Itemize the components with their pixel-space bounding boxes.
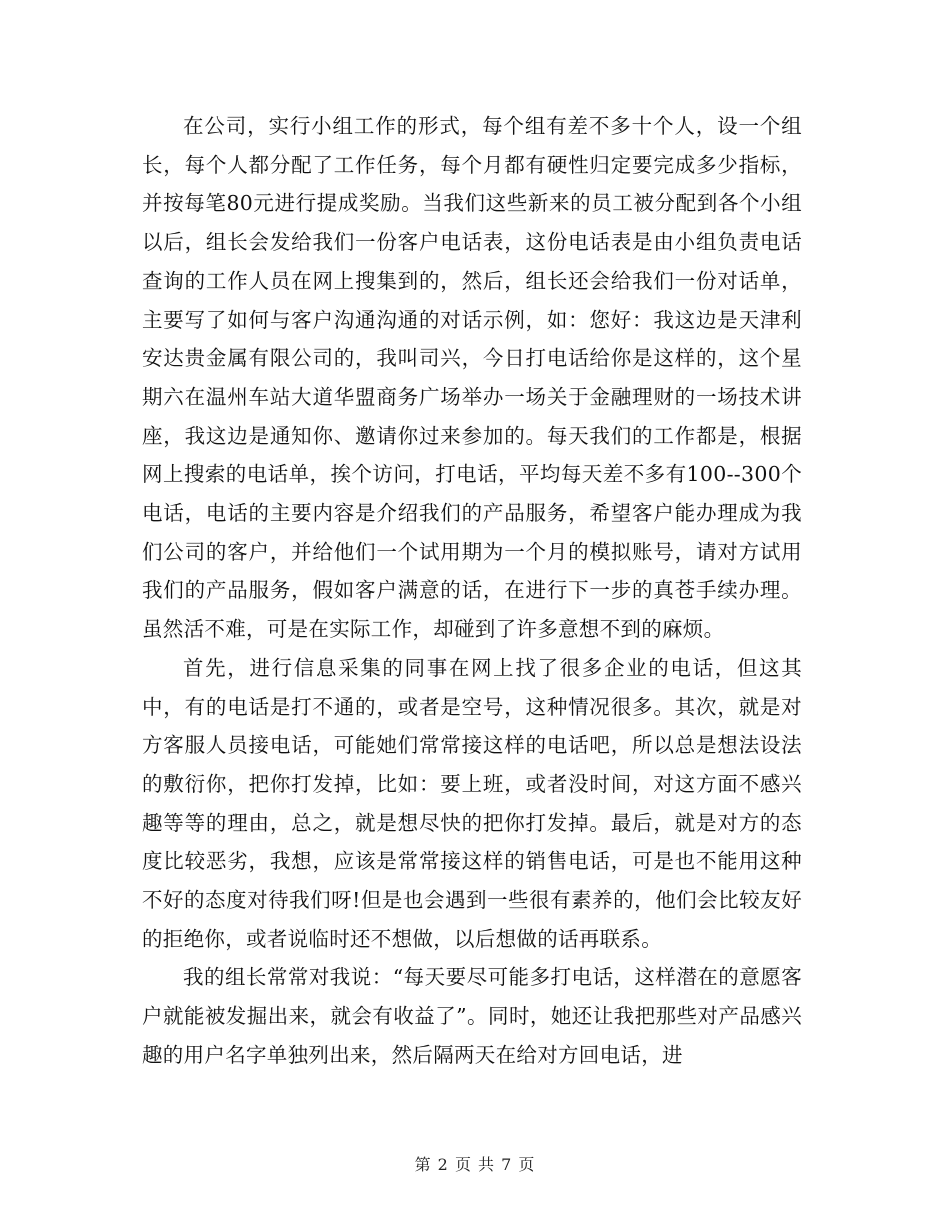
paragraph-2: 首先，进行信息采集的同事在网上找了很多企业的电话，但这其中，有的电话是打不通的，或者是空号，这种情况很多。其次，就是对方客服人员接电话，可能她们常常接这样的电话吧，所以总是想法设法的敷衍你，把你打发掉，比如：要上班，或者没时间，对这方面不感兴趣等等的理由，总之，就是想尽快的把你打发掉。最后，就是对方的态度比较恶劣，我想，应该是常常接这样的销售电话，可是也不能用这种不好的态度对待我们呀!但是也会遇到一些很有素养的，他们会比较友好的拒绝你，或者说临时还不想做，以后想做的话再联系。 — [142, 655, 802, 951]
document-body — [142, 107, 802, 1075]
page-number-footer: 第 2 页 共 7 页 — [414, 1155, 536, 1174]
paragraph-1: 在公司，实行小组工作的形式，每个组有差不多十个人，设一个组长，每个人都分配了工作任务，每个月都有硬性归定要完成多少指标，并按每笔80元进行提成奖励。当我们这些新来的员工被分配到各个小组以后，组长会发给我们一份客户电话表，这份电话表是由小组负责电话查询的工作人员在网上搜集到的，然后，组长还会给我们一份对话单，主要写了如何与客户沟通沟通的对话示例，如：您好：我这边是天津利安达贵金属有限公司的，我叫司兴，今日打电话给你是这样的，这个星期六在温州车站大道华盟商务广场举办一场关于金融理财的一场技术讲座，我这边是通知你、邀请你过来参加的。每天我们的工作都是，根据网上搜索的电话单，挨个访问，打电话，平均每天差不多有100--300个电话，电话的主要内容是介绍我们的产品服务，希望客户能办理成为我们公司的客户，并给他们一个试用期为一个月的模拟账号，请对方试用我们的产品服务，假如客户满意的话，在进行下一步的真苍手续办理。虽然活不难，可是在实际工作，却碰到了许多意想不到的麻烦。 — [142, 114, 802, 642]
paragraph-3: 我的组长常常对我说：“每天要尽可能多打电话，这样潜在的意愿客户就能被发掘出来，就会有收益了”。同时，她还让我把那些对产品感兴趣的用户名字单独列出来，然后隔两天在给对方回电话，进 — [142, 965, 802, 1067]
